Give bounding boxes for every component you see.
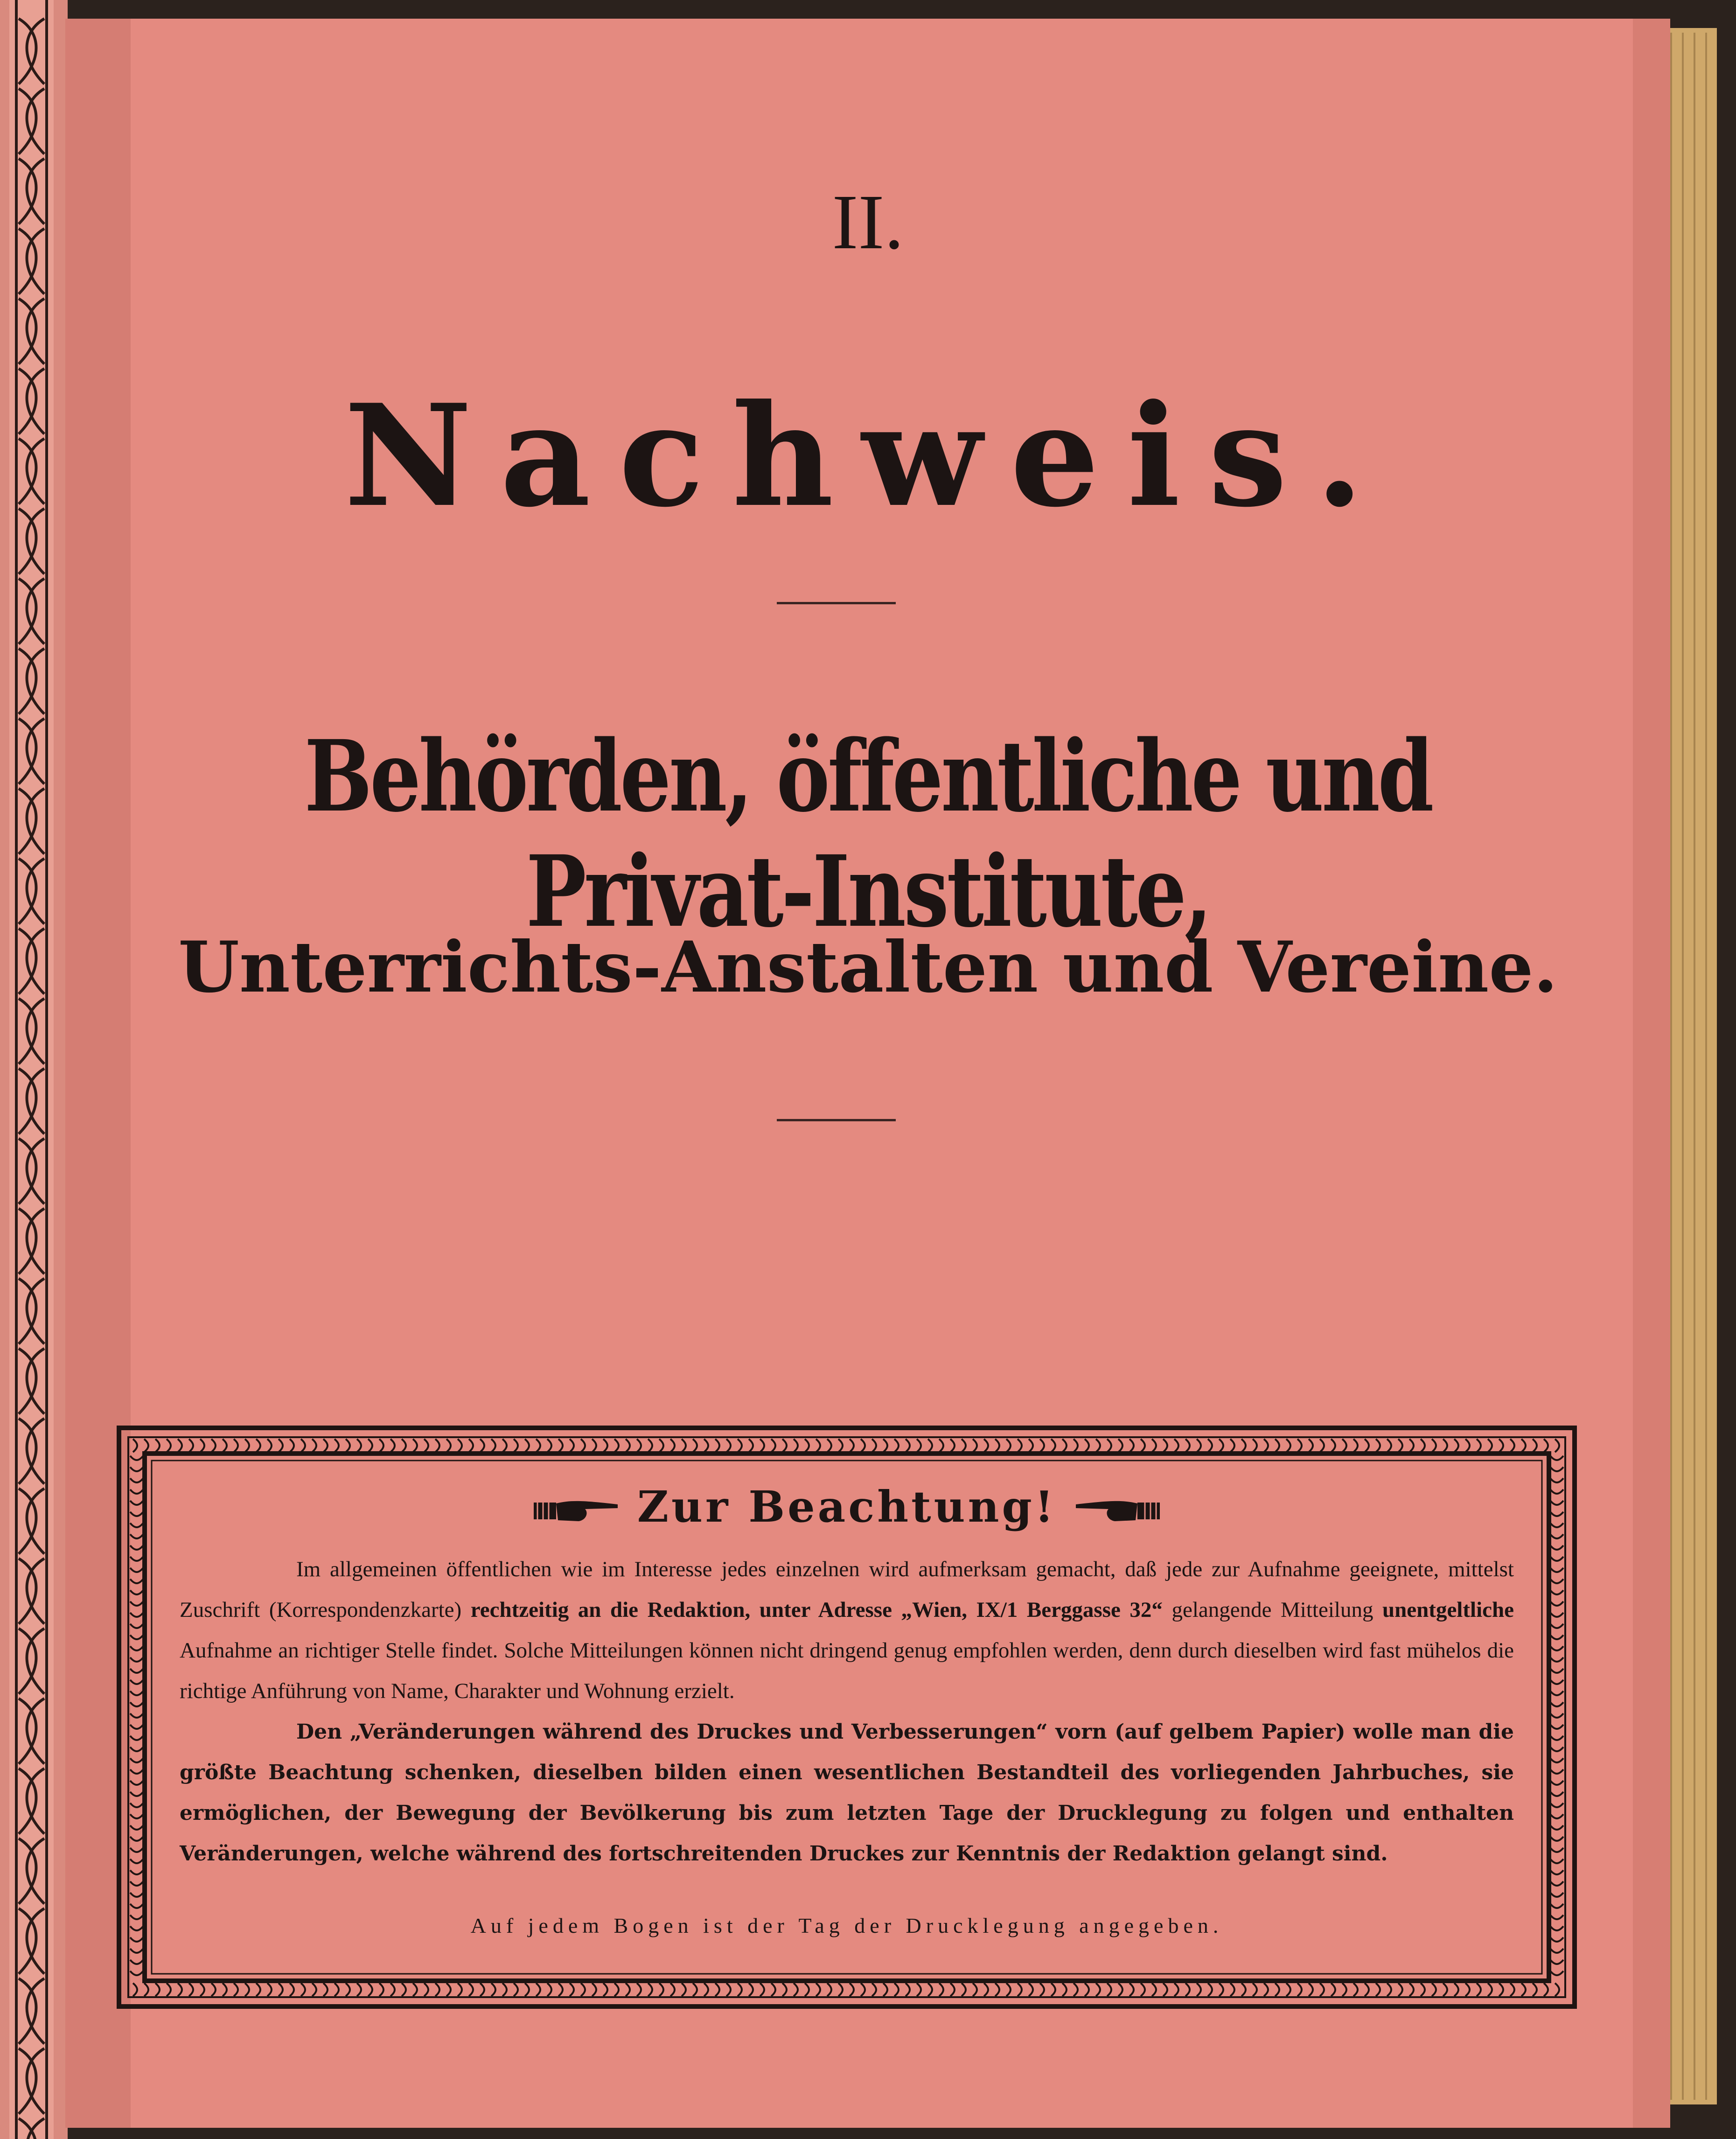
- page-title: Nachweis.: [344, 373, 1392, 538]
- notice-box: [147, 1456, 1547, 1978]
- notice-paragraph-2: Den „Veränderungen während des Druckes und Verbesserungen“ vorn (auf gelbem Papier) wolle man die größte Beachtung schenken, dieselben bilden einen wesentlichen Bestandteil des vorliegenden Jahrbuches, sie ermöglichen, der Bewegung der Bevölkerung bis zum letzten Tage der Drucklegung zu folgen und enthalten Veränderungen, welche während des fortschreitenden Druckes zur Kenntnis der Redaktion gelangt sind.: [180, 1720, 1514, 1866]
- section-numeral: II.: [832, 179, 904, 266]
- notice-footer: Auf jedem Bogen ist der Tag der Drucklegung angegeben.: [470, 1914, 1223, 1937]
- notice-heading: [147, 1482, 1547, 1532]
- notice-paragraph-1: Im allgemeinen öffentlichen wie im Interesse jedes einzelnen wird aufmerksam gemacht, daß jede zur Aufnahme geeignete, mittelst Zuschrift (Korrespondenzkarte) rechtzeitig an die Redaktion, unter Adresse „Wien, IX/1 Berggasse 32“ gelangende Mitteilung unentgeltliche Aufnahme an richtiger Stelle findet. Solche Mitteilungen können nicht dringend genug empfohlen werden, denn durch dieselben wird fast mühelos die richtige Anführung von Name, Charakter und Wohnung erzielt.: [180, 1557, 1514, 1703]
- divider-rule: [777, 1119, 896, 1121]
- page-subtitle: Behörden, öffentliche und Privat-Institute,: [304, 719, 1432, 949]
- pointing-hand-left-icon: [1071, 1494, 1160, 1527]
- divider-rule: [777, 602, 896, 604]
- notice-heading-label: Zur Beachtung!: [637, 1482, 1057, 1532]
- pointing-hand-right-icon: [534, 1494, 622, 1527]
- notice-body: [180, 1549, 1514, 1874]
- page-subtitle-2: Unterrichts-Anstalten und Vereine.: [178, 926, 1558, 1008]
